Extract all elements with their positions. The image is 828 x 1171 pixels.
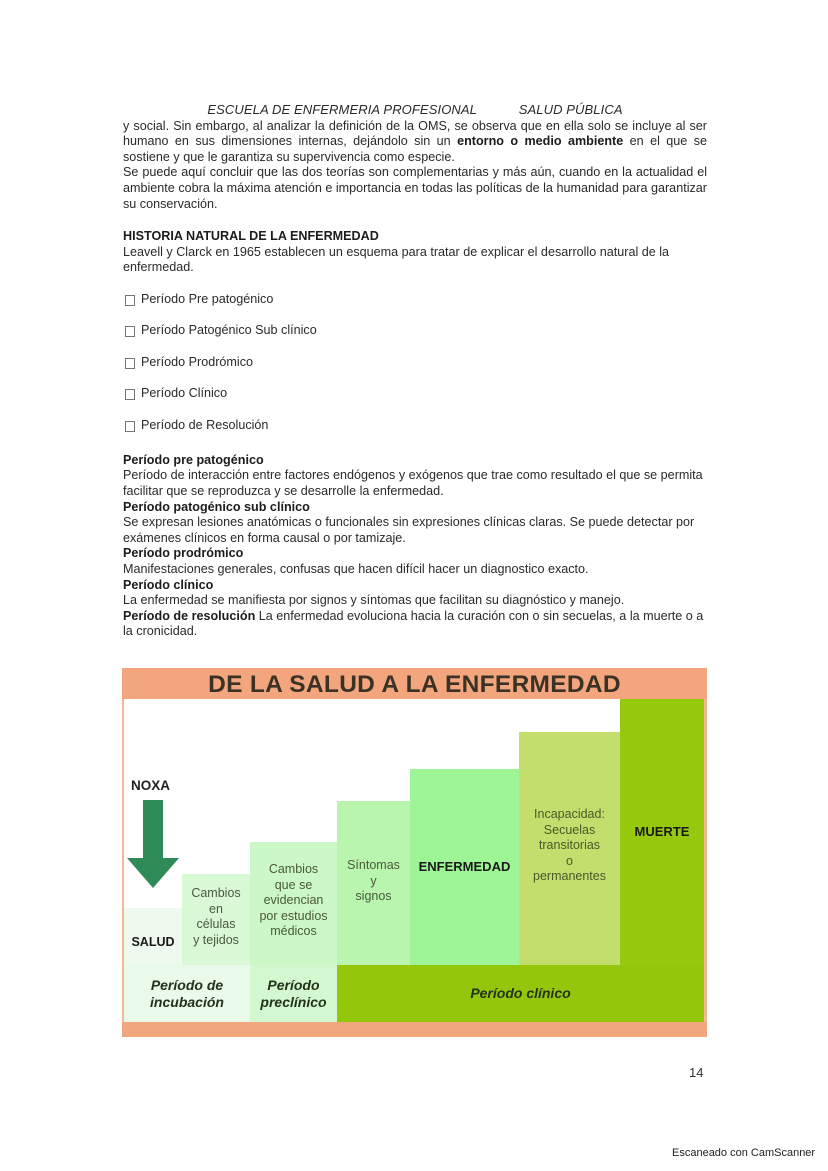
diagram-border-right bbox=[704, 699, 707, 1024]
bold-phrase: entorno o medio ambiente bbox=[457, 134, 624, 149]
diagram-bottom-bar bbox=[122, 1022, 707, 1037]
header-school: ESCUELA DE ENFERMERIA PROFESIONAL bbox=[207, 102, 477, 117]
section-title: HISTORIA NATURAL DE LA ENFERMEDAD bbox=[123, 229, 379, 244]
scanner-watermark: Escaneado con CamScanner bbox=[672, 1147, 816, 1159]
intro-paragraph-1: y social. Sin embargo, al analizar la definición de la OMS, se observa que en ella solo se incluye al ser humano en sus dimensiones internas, dejándolo sin un entorno o medio ambiente en el que se sostiene y que le garantiza su supervivencia como especie. bbox=[123, 118, 707, 164]
definition-title: Período patogénico sub clínico bbox=[123, 499, 310, 514]
page-number: 14 bbox=[689, 1065, 704, 1080]
list-item: Período Pre patogénico bbox=[123, 292, 707, 323]
list-item: Período de Resolución bbox=[123, 418, 707, 449]
definitions bbox=[123, 453, 707, 640]
bullet-box-icon bbox=[125, 421, 135, 432]
section-intro: Leavell y Clarck en 1965 establecen un esquema para tratar de explicar el desarrollo natural de la enfermedad. bbox=[123, 244, 670, 275]
definition-text: La enfermedad se manifiesta por signos y síntomas que facilitan su diagnóstico y manejo. bbox=[123, 593, 625, 608]
definition-text: Manifestaciones generales, confusas que hacen difícil hacer un diagnostico exacto. bbox=[123, 562, 589, 577]
noxa-label: NOXA bbox=[131, 778, 171, 793]
period-list bbox=[123, 292, 707, 449]
header-subject: SALUD PÚBLICA bbox=[518, 102, 623, 117]
definition-title: Período pre patogénico bbox=[123, 452, 264, 467]
list-item: Período Clínico bbox=[123, 386, 707, 417]
step-cambios-estudios: Cambios que se evidencian por estudios médicos bbox=[250, 842, 337, 965]
step-cambios-celulas: Cambios en células y tejidos bbox=[182, 874, 250, 965]
step-sintomas: Síntomas y signos bbox=[337, 801, 410, 965]
definition-title: Período prodrómico bbox=[123, 546, 244, 561]
definition-title: Período clínico bbox=[123, 577, 214, 592]
page-header bbox=[123, 102, 707, 118]
bullet-box-icon bbox=[125, 358, 135, 369]
health-disease-diagram bbox=[122, 668, 707, 1037]
bullet-box-icon bbox=[125, 389, 135, 400]
definition-text: Se expresan lesiones anatómicas o funcionales sin expresiones clínicas claras. Se puede detectar por exámenes clínicos en forma causal o por tamizaje. bbox=[123, 515, 695, 545]
step-incapacidad: Incapacidad: Secuelas transitorias o permanentes bbox=[519, 732, 620, 965]
period-clinico: Período clínico bbox=[337, 965, 704, 1022]
period-incubacion: Período de incubación bbox=[124, 965, 250, 1022]
period-preclinico: Período preclínico bbox=[250, 965, 337, 1022]
definition-text: Período de interacción entre factores endógenos y exógenos que trae como resultado el que se permita facilitar que se reproduzca y se desarrolle la enfermedad. bbox=[123, 468, 703, 499]
diagram-title: DE LA SALUD A LA ENFERMEDAD bbox=[122, 668, 707, 699]
step-enfermedad: ENFERMEDAD bbox=[410, 769, 519, 965]
bullet-box-icon bbox=[125, 295, 135, 306]
step-muerte: MUERTE bbox=[620, 699, 704, 965]
list-item: Período Prodrómico bbox=[123, 355, 707, 386]
step-salud: SALUD bbox=[124, 908, 182, 965]
definition-inline: Período de resolución La enfermedad evoluciona hacia la curación con o sin secuelas, a la muerte o a la cronicidad. bbox=[123, 608, 704, 639]
intro-paragraph-2: Se puede aquí concluir que las dos teorías son complementarias y más aún, cuando en la actualidad el ambiente cobra la máxima atención e importancia en todas las políticas de la humanidad para garantizar su conservación. bbox=[123, 165, 707, 211]
bullet-box-icon bbox=[125, 326, 135, 337]
list-item: Período Patogénico Sub clínico bbox=[123, 323, 707, 354]
document-page bbox=[123, 102, 707, 640]
arrow-down-icon bbox=[127, 800, 179, 890]
